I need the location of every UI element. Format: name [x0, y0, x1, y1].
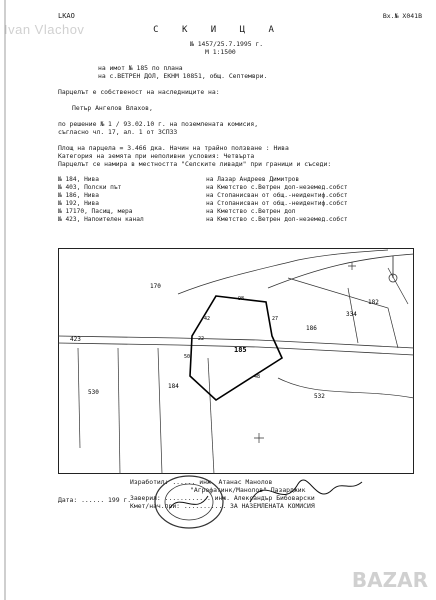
neighbour-owner: на Кметство с.Ветрен дол-неземед.собст	[206, 184, 348, 191]
neighbour-no: № 192, Нива	[58, 200, 99, 207]
decision-line-2: съгласно чл. 17, ал. 1 от ЗСПЗЗ	[58, 128, 178, 136]
boundary-line	[118, 348, 120, 474]
cadastral-map	[58, 248, 414, 474]
decision-line: по решение № 1 / 93.02.10 г. на поземлената комисия,	[58, 120, 259, 128]
prepared-by-firm: "Агрофатинк/Манолов" Пазарджик	[190, 486, 306, 494]
edge-length-label: 98	[238, 296, 245, 302]
round-stamp	[150, 472, 228, 532]
road-label: 423	[70, 336, 81, 343]
parcel-label: 184	[168, 383, 179, 390]
area-line: Площ на парцела = 3.466 дка. Начин на трайно ползване : Нива	[58, 144, 289, 152]
bazar-watermark: BAZAR	[351, 568, 428, 592]
grid-cross-icon	[254, 433, 264, 443]
boundary-line	[288, 278, 398, 348]
document-title: С К И Ц А	[153, 25, 283, 35]
parcel-label: 532	[314, 393, 325, 400]
date-line: Дата: ...... 199 г.	[58, 496, 132, 504]
parcel-label: 530	[88, 389, 99, 396]
map-scale: M 1:1500	[205, 48, 236, 56]
village-line: на с.ВЕТРЕН ДОЛ, ЕКНМ 10851, общ. Септември.	[98, 72, 268, 80]
edge-length-label: 48	[254, 374, 261, 380]
parcel-label: 182	[368, 299, 379, 306]
neighbour-owner: на Кметство с.Ветрен дол	[206, 208, 296, 215]
boundary-line	[178, 250, 388, 294]
neighbour-no: № 17170, Пасищ, мера	[58, 208, 133, 215]
edge-length-label: 27	[272, 316, 279, 322]
neighbour-owner: на Лазар Андреев Димитров	[206, 176, 300, 183]
neighbour-no: № 423, Напоителен канал	[58, 216, 144, 223]
owner-intro: Парцелът е собственост на наследниците на:	[58, 88, 220, 96]
boundary-line	[268, 254, 414, 288]
edge-length-label: 22	[198, 336, 205, 342]
edge-length-label: 50	[184, 354, 191, 360]
neighbour-no: № 403, Полски път	[58, 184, 122, 191]
map-frame	[59, 249, 414, 474]
parcel-label: 170	[150, 283, 161, 290]
category-line: Категория на земята при неполивни условия: Четвърта	[58, 152, 255, 160]
owner-name: Петър Ангелов Влахов,	[72, 104, 153, 112]
handwritten-signature	[246, 462, 366, 518]
header-left: LKAO	[58, 12, 75, 20]
boundary-line	[388, 268, 408, 304]
grid-cross-icon	[348, 262, 356, 270]
neighbour-owner: на Кметство с.Ветрен дол-неземед.собст	[206, 216, 348, 223]
header-right: Bx.№ X041B	[382, 12, 422, 20]
edge-length-label: 42	[204, 316, 211, 322]
boundary-line	[158, 348, 162, 474]
prepared-by: Изработил: ...... инж. Атанас Манолов	[130, 478, 273, 486]
watermark-text: Ivan Vlachov	[4, 22, 85, 37]
boundary-line	[78, 348, 80, 448]
parcel-label: 186	[306, 325, 317, 332]
document-number: № 1457/25.7.1995 г.	[190, 40, 264, 48]
certified-by: Заверил: ............ инж. Александър Бибоварски	[130, 494, 315, 502]
parcel-label-main: 185	[234, 346, 247, 354]
scan-edge	[4, 0, 6, 600]
plot-number-line: на имот № 185 по плана	[98, 64, 183, 72]
parcel-label: 334	[346, 311, 357, 318]
boundary-line	[208, 358, 214, 474]
neighbour-no: № 186, Нива	[58, 192, 99, 199]
boundary-line	[278, 378, 414, 398]
neighbour-no: № 184, Нива	[58, 176, 99, 183]
neighbour-owner: на Стопанисван от общ.-неидентиф.собст	[206, 192, 348, 199]
neighbour-owner: на Стопанисван от общ.-неидентиф.собст	[206, 200, 348, 207]
commission-line: Кмет/нач.при: ........... ЗА НАЗЕМЛЕНАТА КОМИСИЯ	[130, 502, 315, 510]
location-line: Парцелът се намира в местността "Селските ливади" при граници и съседи:	[58, 160, 332, 168]
